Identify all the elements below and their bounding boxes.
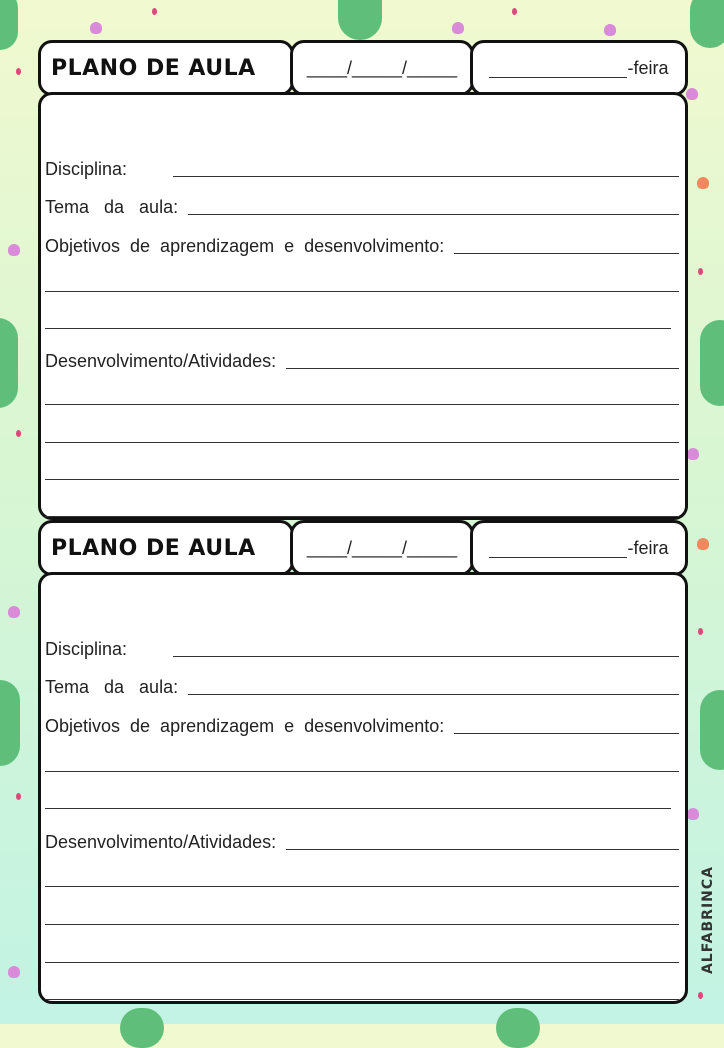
date-field[interactable]: ____/_____/_____ <box>306 57 458 78</box>
objectives-line[interactable] <box>45 771 679 772</box>
weekday-suffix: -feira <box>627 537 669 558</box>
berry-decoration <box>152 8 157 15</box>
theme-label: Tema da aula: <box>45 677 179 697</box>
weekday-suffix: -feira <box>627 57 669 78</box>
activities-label: Desenvolvimento/Atividades: <box>45 351 277 371</box>
activities-line[interactable] <box>45 999 679 1000</box>
discipline-field[interactable] <box>173 655 679 657</box>
objectives-label: Objetivos de aprendizagem e desenvolvimento: <box>45 716 445 736</box>
flower-decoration <box>687 448 699 460</box>
date-field[interactable]: ____/_____/_____ <box>306 537 458 558</box>
activities-line[interactable] <box>45 442 679 443</box>
objectives-label: Objetivos de aprendizagem e desenvolvimento: <box>45 236 445 256</box>
plan-title: PLANO DE AULA <box>51 535 256 561</box>
plan-title: PLANO DE AULA <box>51 55 256 81</box>
theme-label: Tema da aula: <box>45 197 179 217</box>
theme-field[interactable] <box>188 693 679 695</box>
objectives-line[interactable] <box>45 291 679 292</box>
plan-title-box <box>38 520 294 576</box>
cactus-decoration <box>0 318 18 408</box>
activities-line[interactable] <box>45 886 679 887</box>
cactus-decoration <box>700 320 724 406</box>
date-box <box>290 520 474 576</box>
berry-decoration <box>698 268 703 275</box>
brand-logo: ALFABRINCA <box>700 866 716 975</box>
activities-line[interactable] <box>45 516 679 517</box>
weekday-field[interactable] <box>489 59 627 78</box>
lesson-plan-2 <box>38 520 688 1004</box>
cactus-decoration <box>0 0 18 50</box>
plan-body <box>38 92 688 520</box>
plan-body <box>38 572 688 1004</box>
berry-decoration <box>512 8 517 15</box>
date-box <box>290 40 474 96</box>
flower-decoration <box>8 606 20 618</box>
berry-decoration <box>16 793 21 800</box>
weekday-field[interactable] <box>489 539 627 558</box>
plan-title-box <box>38 40 294 96</box>
activities-line[interactable] <box>45 479 679 480</box>
flower-decoration <box>604 24 616 36</box>
objectives-field[interactable] <box>454 732 679 734</box>
flower-decoration <box>687 808 699 820</box>
cactus-decoration <box>700 690 724 770</box>
objectives-line[interactable] <box>45 808 671 809</box>
discipline-field[interactable] <box>173 175 679 177</box>
weekday-box <box>470 520 688 576</box>
activities-label: Desenvolvimento/Atividades: <box>45 832 277 852</box>
activities-field[interactable] <box>286 367 679 369</box>
activities-field[interactable] <box>286 848 679 850</box>
discipline-label: Disciplina: <box>45 639 128 659</box>
objectives-line[interactable] <box>45 328 671 329</box>
cactus-decoration <box>338 0 382 40</box>
activities-line[interactable] <box>45 924 679 925</box>
flower-decoration <box>452 22 464 34</box>
objectives-field[interactable] <box>454 252 679 254</box>
activities-line[interactable] <box>45 404 679 405</box>
flower-decoration <box>697 538 709 550</box>
cactus-decoration <box>120 1008 164 1048</box>
berry-decoration <box>698 628 703 635</box>
flower-decoration <box>90 22 102 34</box>
cactus-decoration <box>496 1008 540 1048</box>
activities-line[interactable] <box>45 962 679 963</box>
cactus-decoration <box>690 0 724 48</box>
cactus-decoration <box>0 680 20 766</box>
weekday-box <box>470 40 688 96</box>
lesson-plan-1 <box>38 40 688 520</box>
berry-decoration <box>16 430 21 437</box>
theme-field[interactable] <box>188 213 679 215</box>
berry-decoration <box>698 992 703 999</box>
berry-decoration <box>16 68 21 75</box>
flower-decoration <box>8 244 20 256</box>
flower-decoration <box>697 177 709 189</box>
flower-decoration <box>8 966 20 978</box>
discipline-label: Disciplina: <box>45 159 128 179</box>
